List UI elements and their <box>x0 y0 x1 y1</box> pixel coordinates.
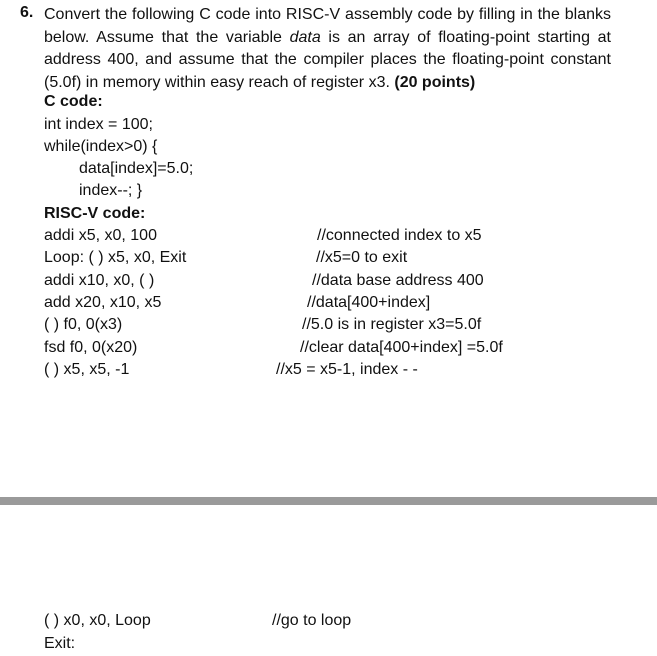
question-text-em: data <box>289 28 321 46</box>
question-text <box>44 4 611 94</box>
question-text-b: is an array of floating-point starting at address 400, and assume that the compiler places the floating-point constant (5.0f) in memory within easy reach of register x3. <box>44 28 611 91</box>
question-number: 6. <box>20 4 34 21</box>
riscv-comment-5: //5.0 is in register x3=5.0f <box>302 316 482 333</box>
riscv-code-2: Loop: ( ) x5, x0, Exit <box>44 249 187 266</box>
riscv-exit-label: Exit: <box>44 635 76 652</box>
c-code-heading: C code: <box>44 93 103 110</box>
section-separator <box>0 497 657 505</box>
riscv-comment-2: //x5=0 to exit <box>316 249 408 266</box>
question-text-a: Convert the following C code into RISC-V assembly code by filling in the blanks below. Assume that the variable <box>44 6 611 46</box>
riscv-comment-1: //connected index to x5 <box>317 227 482 244</box>
riscv-comment-7: //x5 = x5-1, index - - <box>276 361 418 378</box>
riscv-comment-6: //clear data[400+index] =5.0f <box>300 339 503 356</box>
c-code-line-3: data[index]=5.0; <box>79 160 194 177</box>
riscv-comment-3: //data base address 400 <box>312 272 484 289</box>
question-points: (20 points) <box>394 73 476 91</box>
c-code-line-2: while(index>0) { <box>44 138 158 155</box>
riscv-code-6: fsd f0, 0(x20) <box>44 339 138 356</box>
riscv-code-7: ( ) x5, x5, -1 <box>44 361 130 378</box>
c-code-line-4: index--; } <box>79 182 143 199</box>
riscv-comment-8: //go to loop <box>272 612 352 629</box>
riscv-code-3: addi x10, x0, ( ) <box>44 272 155 289</box>
riscv-code-5: ( ) f0, 0(x3) <box>44 316 123 333</box>
riscv-heading: RISC-V code: <box>44 205 146 222</box>
riscv-code-4: add x20, x10, x5 <box>44 294 162 311</box>
riscv-code-8: ( ) x0, x0, Loop <box>44 612 151 629</box>
riscv-comment-4: //data[400+index] <box>307 294 431 311</box>
c-code-line-1: int index = 100; <box>44 116 153 133</box>
riscv-code-1: addi x5, x0, 100 <box>44 227 157 244</box>
